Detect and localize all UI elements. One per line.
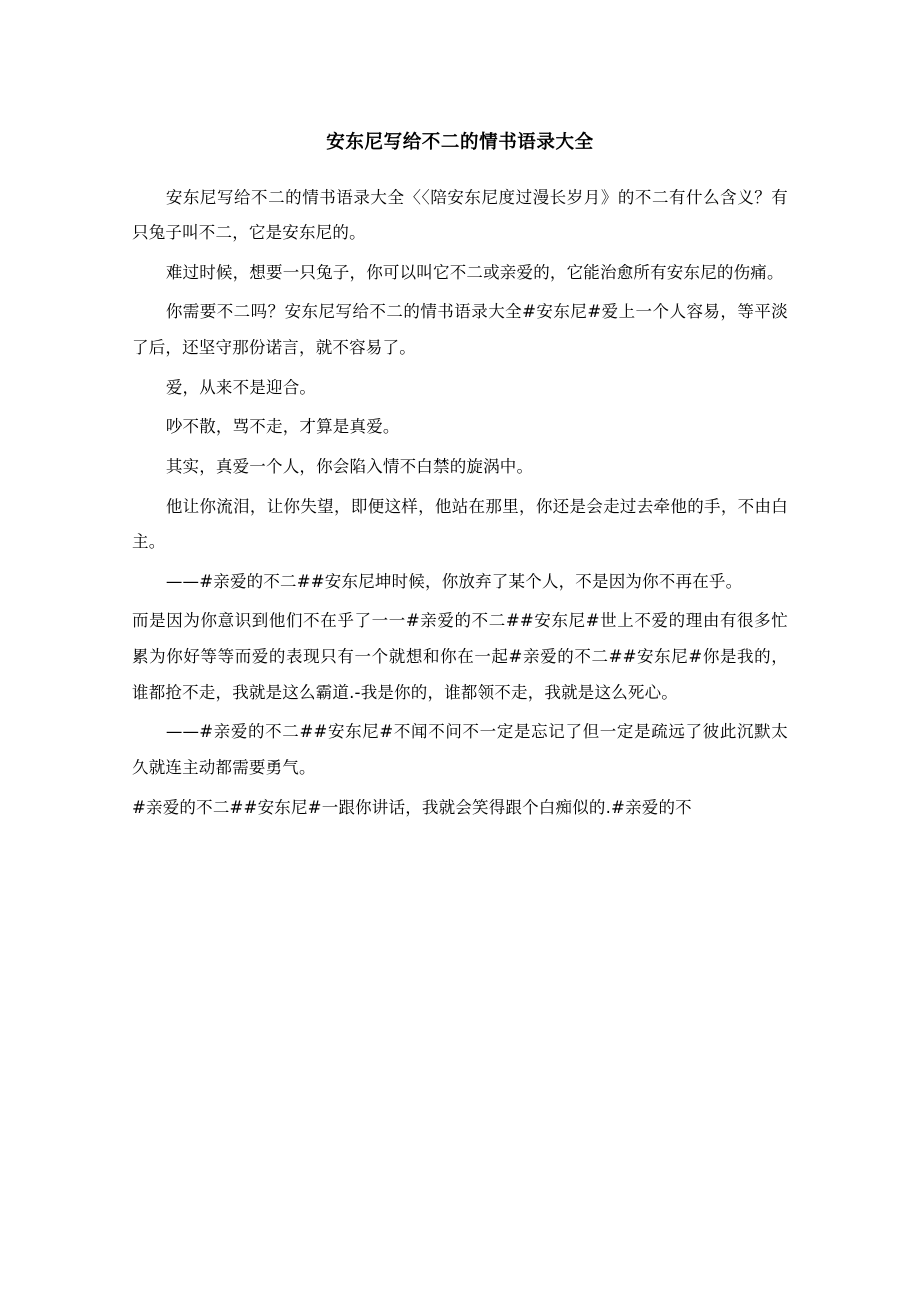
paragraph-7: 他让你流泪，让你失望，即便这样，他站在那里，你还是会走过去牵他的手，不由白主。	[132, 496, 788, 552]
paragraph-4: 爱，从来不是迎合。	[165, 377, 317, 397]
paragraph-8: ——#亲爱的不二##安东尼坤时候，你放弃了某个人，不是因为你不再在乎。	[165, 571, 743, 591]
page-title: 安东尼写给不二的情书语录大全	[326, 132, 594, 153]
paragraph-1: 安东尼写给不二的情书语录大全〈〈陪安东尼度过漫长岁月》的不二有什么含义？有只兔子叫不二，它是安东尼的。	[132, 187, 788, 243]
document-body	[132, 180, 788, 826]
paragraph-10: ——#亲爱的不二##安东尼#不闻不问不一定是忘记了但一定是疏远了彼此沉默太久就连主动都需要勇气。	[132, 722, 788, 777]
paragraph-5: 吵不散，骂不走，才算是真爱。	[165, 417, 400, 437]
paragraph-2: 难过时候，想要一只兔子，你可以叫它不二或亲爱的，它能治愈所有安东尼的伤痛。	[165, 262, 784, 282]
paragraph-3: 你需要不二吗？安东尼写给不二的情书语录大全#安东尼#爱上一个人容易，等平淡了后，还坚守那份诺言，就不容易了。	[132, 302, 788, 358]
paragraph-11: #亲爱的不二##安东尼#一跟你讲话，我就会笑得跟个白痴似的.#亲爱的不	[132, 797, 692, 817]
paragraph-6: 其实，真爱一个人，你会陷入情不白禁的旋涡中。	[165, 456, 534, 476]
paragraph-9: 而是因为你意识到他们不在乎了一一#亲爱的不二##安东尼#世上不爱的理由有很多忙累为你好等等而爱的表现只有一个就想和你在一起#亲爱的不二##安东尼#你是我的，谁都抢不走，我就是这么霸道.-我是你的，谁都领不走，我就是这么死心。	[132, 611, 788, 702]
